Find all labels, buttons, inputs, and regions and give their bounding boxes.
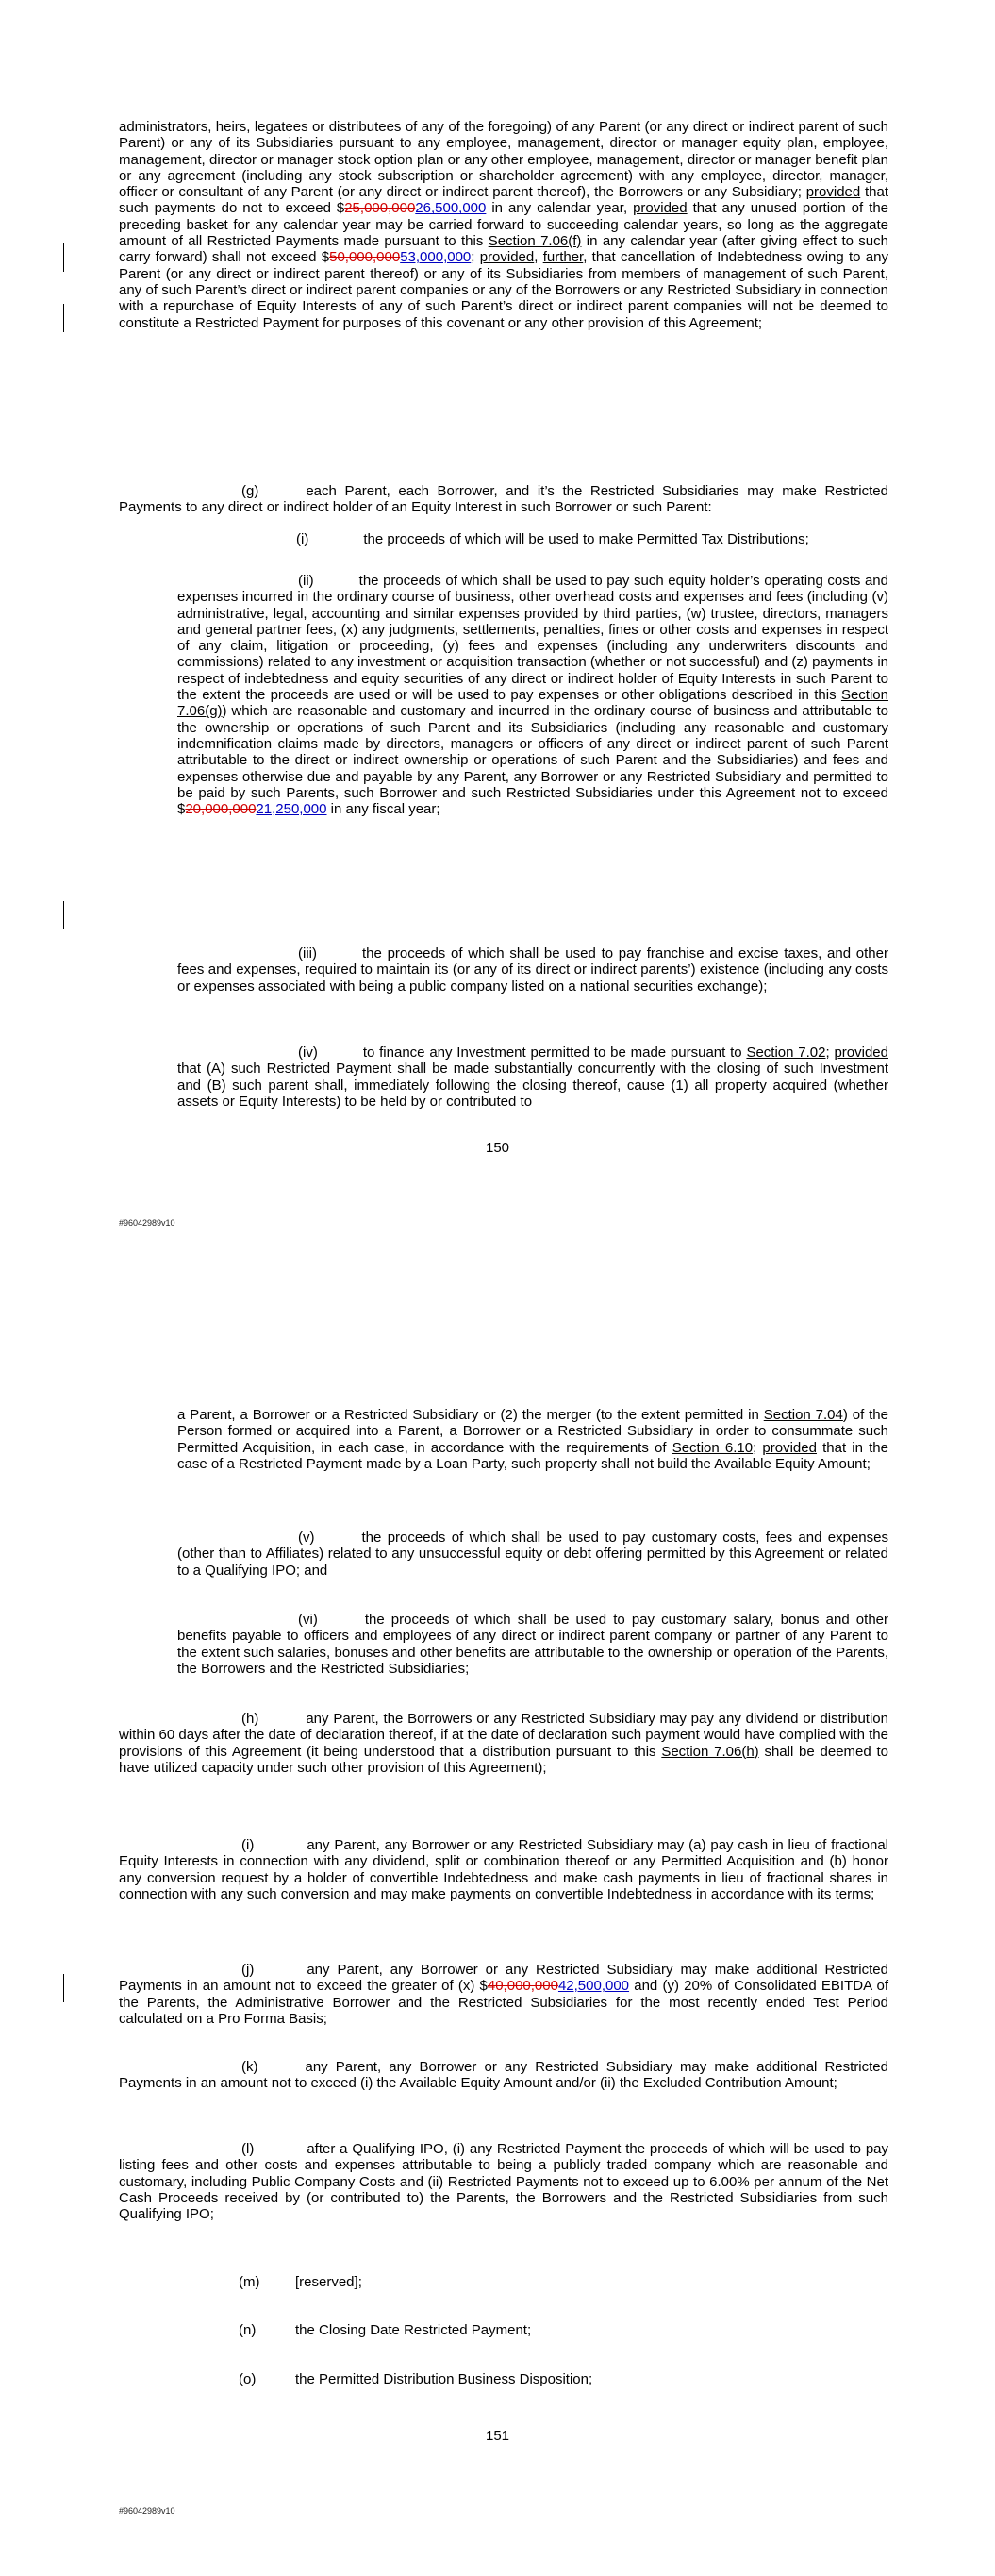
deleted-amount: 25,000,000: [344, 200, 416, 217]
clause-g-iii: (iii) the proceeds of which shall be used to pay franchise and excise taxes, and other fees and expenses, required to maintain its (or any of its direct or indirect parents’) existence (including any costs or expenses associated with being a public company listed on a national securities exchange);: [177, 945, 888, 995]
section-reference: Section 6.10: [672, 1439, 754, 1456]
section-reference: Section 7.06(g): [177, 687, 888, 720]
change-bar: [63, 304, 64, 332]
clause-g-vi: (vi) the proceeds of which shall be used to pay customary salary, bonus and other benefits payable to officers and employees of any direct or indirect parent company or partner of any Parent to the extent such salaries, bonuses and other benefits are attributable to the ownership or operation of the Parents, the Borrowers and the Restricted Subsidiaries;: [177, 1612, 888, 1677]
section-reference: Section 7.02: [746, 1045, 826, 1061]
change-bar: [63, 1974, 64, 2002]
clause-n: (n) the Closing Date Restricted Payment;: [239, 2322, 532, 2338]
page-number: 150: [485, 1140, 510, 1156]
document-id-footer: #96042989v10: [119, 1218, 175, 1228]
inserted-amount: 21,250,000: [256, 801, 327, 818]
document-page-151: [0, 1288, 995, 2576]
clause-m: (m) [reserved];: [239, 2274, 362, 2290]
deleted-amount: 20,000,000: [185, 801, 257, 818]
section-reference: Section 7.06(f): [488, 233, 582, 250]
inserted-amount: 53,000,000: [400, 249, 472, 266]
deleted-amount: 40,000,000: [487, 1978, 558, 1995]
deleted-amount: 50,000,000: [329, 249, 401, 266]
clause-h: (h) any Parent, the Borrowers or any Restricted Subsidiary may pay any dividend or distribution within 60 days after the date of declaration thereof, if at the date of declaration such payment would have complied with the provisions of this Agreement (it being understood that a distribution pursuant to this Section 7.06(h) shall be deemed to have utilized capacity under such other provision of this Agreement);: [119, 1711, 889, 1776]
clause-g: (g) each Parent, each Borrower, and it’s the Restricted Subsidiaries may make Restricted Payments to any direct or indirect holder of an Equity Interest in such Borrower or such Parent:: [119, 483, 888, 516]
document-id-footer: #96042989v10: [119, 2506, 175, 2516]
change-bar: [63, 243, 64, 272]
clause-g-v: (v) the proceeds of which shall be used to pay customary costs, fees and expenses (other than to Affiliates) related to any unsuccessful equity or debt offering permitted by this Agreement or related to a Qualifying IPO; and: [177, 1530, 888, 1579]
inserted-amount: 26,500,000: [415, 200, 487, 217]
clause-g-i: (i) the proceeds of which will be used to make Permitted Tax Distributions;: [296, 531, 809, 547]
clause-g-iv: (iv) to finance any Investment permitted to be made pursuant to Section 7.02; provided that (A) such Restricted Payment shall be made substantially concurrently with the closing of such Investment and (B) such parent shall, immediately following the closing thereof, cause (1) all property acquired (whether assets or Equity Interests) to be held by or contributed to: [177, 1045, 888, 1110]
clause-l: (l) after a Qualifying IPO, (i) any Restricted Payment the proceeds of which will be used to pay listing fees and other costs and expenses attributable to being a publicly traded company which are reasonable and customary, including Public Company Costs and (ii) Restricted Payments not to exceed up to 6.00% per annum of the Net Cash Proceeds received by (or contributed to) the Parents, the Borrowers and the Restricted Subsidiaries from such Qualifying IPO;: [119, 2141, 888, 2223]
clause-g-iv-continuation: a Parent, a Borrower or a Restricted Subsidiary or (2) the merger (to the extent permitted in Section 7.04) of the Person formed or acquired into a Parent, a Borrower or a Restricted Subsidiary in order to consummate such Permitted Acquisition, in each case, in accordance with the requirements of Section 6.10; provided that in the case of a Restricted Payment made by a Loan Party, such property shall not build the Available Equity Amount;: [177, 1407, 888, 1472]
paragraph-continuation: administrators, heirs, legatees or distributees of any of the foregoing) of any Parent (or any direct or indirect parent of such Parent) or any of its Subsidiaries pursuant to any employee, management, director or manager equity plan, employee, management, director or manager stock option plan or any other employee, management, director or manager benefit plan or any agreement (including any stock subscription or shareholder agreement) with any employee, director, manager, officer or consultant of any Parent (or any direct or indirect parent thereof), the Borrowers or any Subsidiary; provided that such payments do not to exceed $25,000,00026,500,000 in any calendar year, provided that any unused portion of the preceding basket for any calendar year may be carried forward to succeeding calendar years, so long as the aggregate amount of all Restricted Payments made pursuant to this Section 7.06(f) in any calendar year (after giving effect to such carry forward) shall not exceed $50,000,00053,000,000; provided, further, that cancellation of Indebtedness owing to any Parent (or any direct or indirect parent thereof) or any of its Subsidiaries from members of management of such Parent, any of such Parent’s direct or indirect parent companies or any of the Borrowers or any Restricted Subsidiary in connection with a repurchase of Equity Interests of any of such Parent’s direct or indirect parent companies will not be deemed to constitute a Restricted Payment for purposes of this covenant or any other provision of this Agreement;: [119, 119, 889, 331]
section-reference: Section 7.06(h): [661, 1743, 759, 1760]
inserted-amount: 42,500,000: [557, 1978, 630, 1995]
clause-j: (j) any Parent, any Borrower or any Restricted Subsidiary may make additional Restricted Payments in an amount not to exceed the greater of (x) $40,000,00042,500,000 and (y) 20% of Consolidated EBITDA of the Parents, the Administrative Borrower and the Restricted Subsidiaries for the most recently ended Test Period calculated on a Pro Forma Basis;: [119, 1962, 888, 2027]
clause-g-ii: (ii) the proceeds of which shall be used to pay such equity holder’s operating costs and expenses incurred in the ordinary course of business, other overhead costs and expenses and fees (including (v) administrative, legal, accounting and similar expenses provided by third parties, (w) trustee, directors, managers and general partner fees, (x) any judgments, settlements, penalties, fines or other costs and expenses in respect of any claim, litigation or proceeding, (y) fees and expenses (including any underwriters discounts and commissions) related to any investment or acquisition transaction (whether or not successful) and (z) payments in respect of indebtedness and equity securities of any direct or indirect holder of Equity Interests in such Parent to the extent the proceeds are used or will be used to pay expenses or other obligations described in this Section 7.06(g)) which are reasonable and customary and incurred in the ordinary course of business and attributable to the ownership or operations of such Parent and its Subsidiaries (including any reasonable and customary indemnification claims made by directors, managers or officers of any direct or indirect parent of such Parent attributable to the direct or indirect ownership or operations of such Parent and the Subsidiaries) and fees and expenses otherwise due and payable by any Parent, any Borrower or any Restricted Subsidiary and permitted to be paid by such Parents, such Borrower and such Restricted Subsidiaries under this Agreement not to exceed $20,000,00021,250,000 in any fiscal year;: [177, 573, 888, 818]
clause-i: (i) any Parent, any Borrower or any Restricted Subsidiary may (a) pay cash in lieu of fractional Equity Interests in connection with any dividend, split or combination thereof or any Permitted Acquisition and (b) honor any conversion request by a holder of convertible Indebtedness and make cash payments in lieu of fractional shares in connection with any such conversion and may make payments on convertible Indebtedness in accordance with its terms;: [119, 1837, 888, 1902]
clause-k: (k) any Parent, any Borrower or any Restricted Subsidiary may make additional Restricted Payments in an amount not to exceed (i) the Available Equity Amount and/or (ii) the Excluded Contribution Amount;: [119, 2059, 888, 2092]
section-reference: Section 7.04: [763, 1407, 843, 1423]
clause-o: (o) the Permitted Distribution Business Disposition;: [239, 2371, 593, 2387]
page-number: 151: [485, 2428, 510, 2444]
change-bar: [63, 901, 64, 929]
